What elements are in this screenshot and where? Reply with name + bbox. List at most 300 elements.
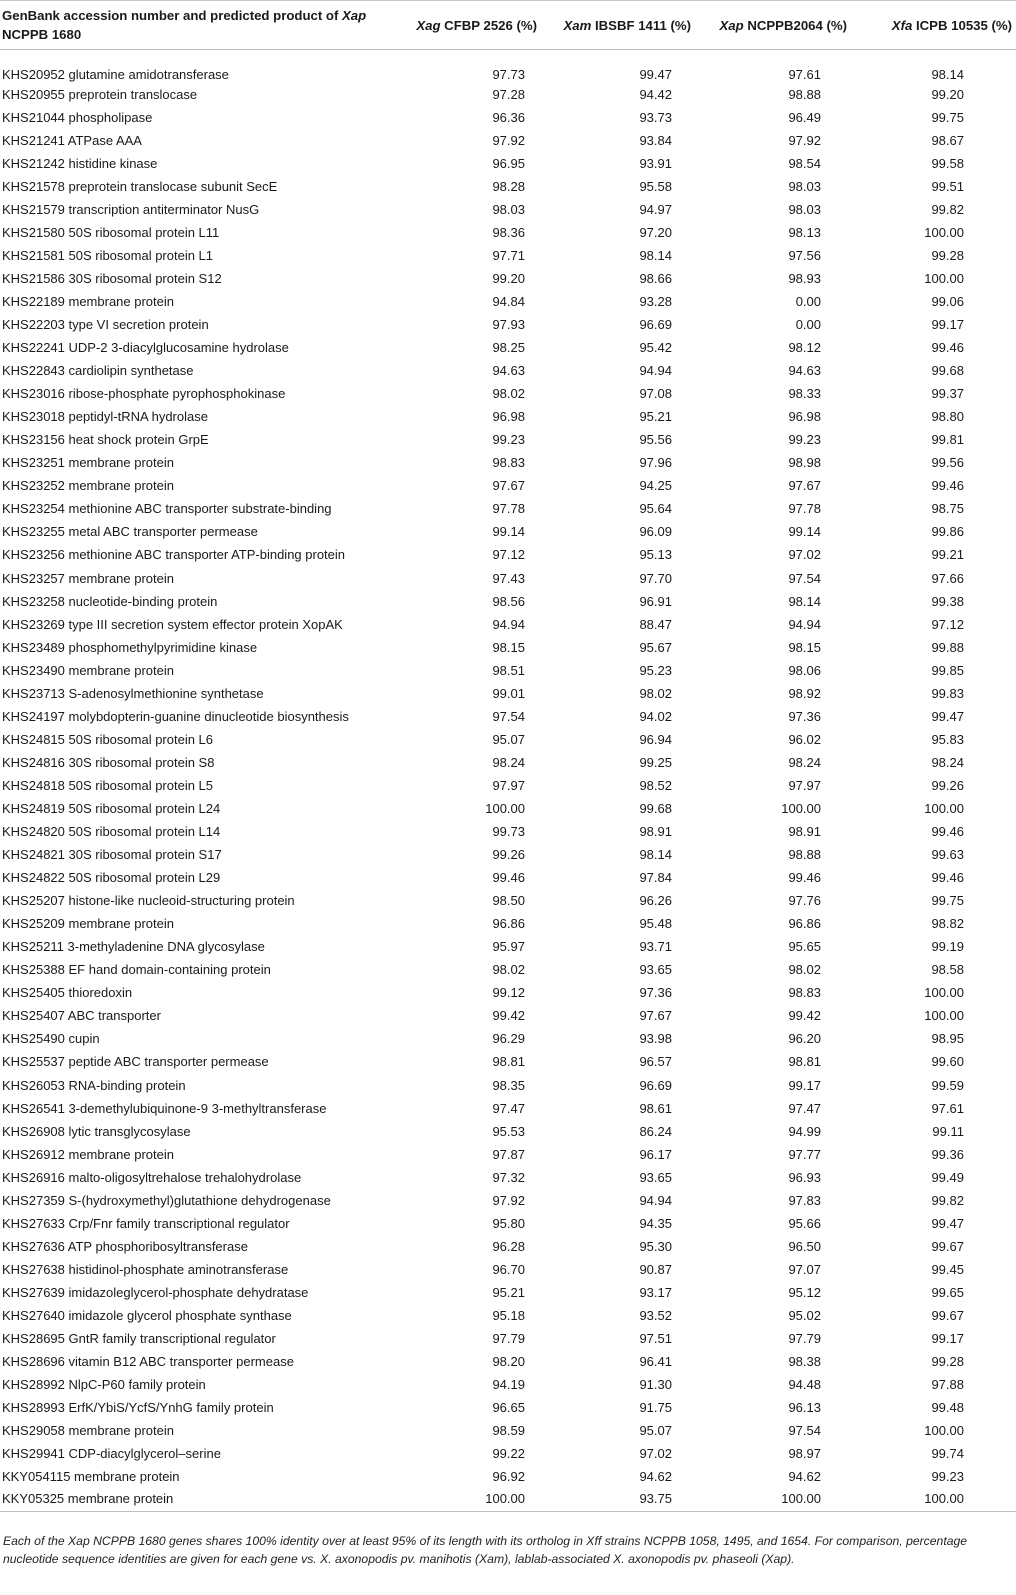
identity-xap-cell: 94.99 (788, 1123, 821, 1139)
table-row (0, 83, 1016, 106)
identity-xag-cell: 98.59 (492, 1423, 525, 1439)
identity-xam-cell: 90.87 (639, 1261, 672, 1277)
identity-xag-cell: 94.19 (492, 1377, 525, 1393)
identity-xfa-cell: 99.82 (931, 201, 964, 217)
header-gene-text: GenBank accession number and predicted product of (2, 8, 343, 23)
identity-xag-cell: 99.14 (492, 524, 525, 540)
table-row (0, 383, 1016, 406)
identity-xam-cell: 95.30 (639, 1238, 672, 1254)
identity-xag-cell: 97.71 (492, 247, 525, 263)
identity-xfa-cell: 99.48 (931, 1400, 964, 1416)
header-xfa-strain: ICPB 10535 (%) (912, 17, 1012, 33)
identity-xap-cell: 0.00 (795, 293, 821, 309)
identity-xag-cell: 96.29 (492, 1031, 525, 1047)
identity-xag-cell: 94.84 (492, 293, 525, 309)
identity-xag-cell: 99.46 (492, 870, 525, 886)
table-row (0, 313, 1016, 336)
identity-xfa-cell: 99.17 (931, 316, 964, 332)
identity-xap-cell: 97.54 (788, 570, 821, 586)
identity-xap-cell: 97.07 (788, 1261, 821, 1277)
identity-xfa-cell: 99.47 (931, 708, 964, 724)
gene-cell: KHS27633 Crp/Fnr family transcriptional regulator (2, 1215, 290, 1231)
identity-xam-cell: 94.94 (639, 1192, 672, 1208)
table-row (0, 1120, 1016, 1143)
table-footnote (3, 1532, 1011, 1568)
identity-xam-cell: 95.64 (639, 501, 672, 517)
gene-cell: KHS24816 30S ribosomal protein S8 (2, 754, 215, 770)
identity-xap-cell: 96.98 (788, 409, 821, 425)
identity-xfa-cell: 100.00 (865, 1489, 1016, 1512)
identity-xag-cell: 97.92 (492, 132, 525, 148)
identity-xam-cell: 98.61 (639, 1100, 672, 1116)
identity-xap-cell: 98.88 (788, 86, 821, 102)
table-row (0, 1166, 1016, 1189)
identity-xap-cell: 98.88 (788, 847, 821, 863)
identity-xap-cell: 98.15 (788, 639, 821, 655)
table-row (0, 1466, 1016, 1489)
identity-xag-cell: 98.81 (492, 1054, 525, 1070)
gene-cell: KHS27638 histidinol-phosphate aminotransferase (2, 1261, 289, 1277)
table-row (0, 1374, 1016, 1397)
gene-cell: KHS26053 RNA-binding protein (2, 1077, 186, 1093)
table-row (0, 1258, 1016, 1281)
identity-xap-cell: 97.83 (788, 1192, 821, 1208)
identity-xfa-cell: 99.38 (931, 593, 964, 609)
table-row (0, 1051, 1016, 1074)
identity-xfa-cell: 99.28 (931, 247, 964, 263)
table-row (0, 890, 1016, 913)
identity-xam-cell: 98.14 (639, 247, 672, 263)
gene-cell: KHS25388 EF hand domain-containing protein (2, 962, 271, 978)
identity-xap-cell: 0.00 (795, 316, 821, 332)
identity-xag-cell: 99.26 (492, 847, 525, 863)
identity-xag-cell: 98.50 (492, 893, 525, 909)
table-row (0, 290, 1016, 313)
identity-xam-cell: 99.68 (639, 800, 672, 816)
gene-cell: KHS22189 membrane protein (2, 293, 174, 309)
gene-cell: KHS28993 ErfK/YbiS/YcfS/YnhG family protein (2, 1400, 274, 1416)
gene-cell: KHS23016 ribose-phosphate pyrophosphokinase (2, 386, 286, 402)
gene-cell: KHS24822 50S ribosomal protein L29 (2, 870, 221, 886)
identity-xam-cell: 97.51 (639, 1331, 672, 1347)
gene-cell: KHS23251 membrane protein (2, 455, 174, 471)
table-row (0, 1235, 1016, 1258)
identity-xag-cell: 98.83 (492, 455, 525, 471)
identity-xam-cell: 96.69 (639, 1077, 672, 1093)
identity-xap-cell: 96.02 (788, 731, 821, 747)
identity-xap-cell: 96.20 (788, 1031, 821, 1047)
gene-cell: KHS21578 preprotein translocase subunit SecE (2, 178, 278, 194)
identity-xap-cell: 96.13 (788, 1400, 821, 1416)
identity-xag-cell: 99.12 (492, 985, 525, 1001)
identity-xap-cell: 97.79 (788, 1331, 821, 1347)
identity-xam-cell: 97.02 (639, 1446, 672, 1462)
table-body (0, 50, 1016, 1512)
identity-xap-cell: 97.56 (788, 247, 821, 263)
identity-xam-cell: 98.66 (639, 270, 672, 286)
table-row (0, 1304, 1016, 1327)
table-row (0, 1420, 1016, 1443)
gene-cell: KHS21580 50S ribosomal protein L11 (2, 224, 220, 240)
identity-xam-cell: 94.62 (639, 1469, 672, 1485)
table-header (0, 1, 1016, 50)
identity-xam-cell: 97.20 (639, 224, 672, 240)
identity-xag-cell: 95.07 (492, 731, 525, 747)
identity-xag-cell: 98.03 (492, 201, 525, 217)
identity-xap-cell: 99.17 (788, 1077, 821, 1093)
table-row (0, 429, 1016, 452)
table-row (0, 844, 1016, 867)
table-row (0, 1328, 1016, 1351)
identity-xap-cell: 96.49 (788, 109, 821, 125)
gene-cell: KHS21579 transcription antiterminator NusG (2, 201, 260, 217)
identity-xap-cell: 98.12 (788, 340, 821, 356)
gene-cell: KHS27639 imidazoleglycerol-phosphate dehydratase (2, 1284, 309, 1300)
identity-xfa-cell: 95.83 (931, 731, 964, 747)
identity-xap-cell: 97.97 (788, 777, 821, 793)
table-row (0, 175, 1016, 198)
identity-xag-cell: 99.01 (492, 685, 525, 701)
identity-xfa-cell: 98.80 (931, 409, 964, 425)
gene-cell: KHS25490 cupin (2, 1031, 100, 1047)
identity-xfa-cell: 99.46 (931, 340, 964, 356)
identity-xag-cell: 98.24 (492, 754, 525, 770)
identity-xfa-cell: 100.00 (924, 224, 964, 240)
gene-cell: KHS23156 heat shock protein GrpE (2, 432, 209, 448)
gene-cell: KHS27640 imidazole glycerol phosphate synthase (2, 1308, 292, 1323)
identity-xag-cell: 97.43 (492, 570, 525, 586)
table-row (0, 475, 1016, 498)
identity-xam-cell: 94.25 (639, 478, 672, 494)
identity-xag-cell: 96.65 (492, 1400, 525, 1416)
identity-xfa-cell: 99.86 (931, 524, 964, 540)
gene-cell: KHS23255 metal ABC transporter permease (2, 524, 258, 540)
gene-cell: KHS22843 cardiolipin synthetase (2, 363, 194, 379)
identity-xfa-cell: 99.23 (931, 1469, 964, 1485)
gene-cell: KHS29058 membrane protein (2, 1423, 174, 1439)
table-row (0, 360, 1016, 383)
identity-xam-cell: 93.71 (639, 939, 672, 955)
table-row (0, 936, 1016, 959)
table-row (0, 544, 1016, 567)
identity-xag-cell: 99.73 (492, 824, 525, 840)
header-xfa-species: Xfa (891, 17, 913, 33)
identity-xam-cell: 88.47 (639, 616, 672, 632)
identity-xag-cell: 97.93 (492, 316, 525, 332)
identity-xam-cell: 93.73 (639, 109, 672, 125)
identity-xam-cell: 96.17 (639, 1146, 672, 1162)
header-xap-strain: NCPPB2064 (%) (743, 17, 847, 33)
identity-xag-cell: 99.42 (492, 1008, 525, 1024)
table-row (0, 521, 1016, 544)
gene-cell: KHS22203 type VI secretion protein (2, 316, 209, 332)
identity-xam-cell: 94.35 (639, 1215, 672, 1231)
identity-xap-cell: 98.97 (788, 1446, 821, 1462)
identity-xap-cell: 98.91 (788, 824, 821, 840)
gene-cell: KHS28696 vitamin B12 ABC transporter permease (2, 1354, 294, 1370)
identity-xam-cell: 93.65 (639, 962, 672, 978)
gene-cell: KHS25207 histone-like nucleoid-structuring protein (2, 893, 295, 909)
identity-xam-cell: 95.56 (639, 432, 672, 448)
header-xam-species: Xam (563, 17, 592, 33)
identity-xag-cell: 96.36 (492, 109, 525, 125)
identity-xfa-cell: 99.59 (931, 1077, 964, 1093)
gene-cell: KHS23269 type III secretion system effector protein XopAK (2, 616, 343, 632)
identity-xap-cell: 95.12 (788, 1284, 821, 1300)
identity-xam-cell: 93.17 (639, 1284, 672, 1300)
identity-xag-cell: 96.92 (492, 1469, 525, 1485)
table-row (0, 221, 1016, 244)
identity-xap-cell: 98.02 (788, 962, 821, 978)
identity-xag-cell: 96.70 (492, 1261, 525, 1277)
identity-xag-cell: 96.98 (492, 409, 525, 425)
identity-xfa-cell: 97.61 (931, 1100, 964, 1116)
gene-cell: KHS28695 GntR family transcriptional regulator (2, 1331, 276, 1347)
identity-xam-cell: 96.09 (639, 524, 672, 540)
identity-xag-cell: 97.47 (492, 1100, 525, 1116)
identity-xfa-cell: 99.58 (931, 155, 964, 171)
identity-xap-cell: 98.24 (788, 754, 821, 770)
identity-xap-cell: 97.61 (788, 67, 821, 82)
header-xam (553, 1, 709, 50)
identity-xam-cell: 91.75 (639, 1400, 672, 1416)
identity-xfa-cell: 99.46 (931, 824, 964, 840)
identity-xam-cell: 96.26 (639, 893, 672, 909)
table-row (0, 244, 1016, 267)
identity-xam-cell: 97.08 (639, 386, 672, 402)
table-row (0, 50, 1016, 84)
identity-xam-cell: 96.69 (639, 316, 672, 332)
identity-xfa-cell: 99.65 (931, 1284, 964, 1300)
identity-xap-cell: 97.67 (788, 478, 821, 494)
identity-xfa-cell: 99.28 (931, 1354, 964, 1370)
identity-xfa-cell: 98.67 (931, 132, 964, 148)
gene-cell: KHS20952 glutamine amidotransferase (2, 67, 229, 82)
identity-xfa-cell: 99.46 (931, 478, 964, 494)
table-row (0, 959, 1016, 982)
identity-xfa-cell: 99.75 (931, 893, 964, 909)
table-row (0, 913, 1016, 936)
identity-xap-cell: 97.54 (788, 1423, 821, 1439)
identity-xag-cell: 97.92 (492, 1192, 525, 1208)
header-xam-strain: IBSBF 1411 (%) (591, 17, 691, 33)
header-xag-strain: CFBP 2526 (%) (440, 17, 537, 33)
gene-cell: KHS22241 UDP-2 3-diacylglucosamine hydrolase (2, 340, 289, 356)
identity-xap-cell: 98.83 (788, 985, 821, 1001)
gene-cell: KHS26912 membrane protein (2, 1146, 174, 1162)
gene-cell: KHS23490 membrane protein (2, 662, 174, 678)
table-row (0, 1074, 1016, 1097)
gene-cell: KHS24821 30S ribosomal protein S17 (2, 847, 222, 863)
identity-xfa-cell: 99.75 (931, 109, 964, 125)
identity-xap-cell: 98.93 (788, 270, 821, 286)
identity-xfa-cell: 100.00 (924, 1423, 964, 1439)
identity-xfa-cell: 100.00 (924, 1008, 964, 1024)
identity-xfa-cell: 100.00 (924, 800, 964, 816)
header-gene-strain: NCPPB 1680 (2, 27, 82, 42)
gene-cell: KHS23254 methionine ABC transporter substrate-binding (2, 501, 332, 517)
table-row (0, 106, 1016, 129)
identity-xap-cell: 95.66 (788, 1215, 821, 1231)
gene-cell: KHS21241 ATPase AAA (2, 132, 142, 148)
table-row (0, 452, 1016, 475)
identity-xag-cell: 95.80 (492, 1215, 525, 1231)
table-row (0, 728, 1016, 751)
gene-cell: KHS27636 ATP phosphoribosyltransferase (2, 1238, 248, 1254)
identity-xfa-cell: 99.46 (931, 870, 964, 886)
identity-xam-cell: 99.47 (639, 67, 672, 82)
identity-xap-cell: 94.94 (788, 616, 821, 632)
identity-xfa-cell: 99.82 (931, 1192, 964, 1208)
identity-xfa-cell: 99.68 (931, 363, 964, 379)
identity-xam-cell: 93.75 (553, 1489, 709, 1512)
gene-cell: KHS21044 phospholipase (2, 109, 153, 125)
identity-xam-cell: 91.30 (639, 1377, 672, 1393)
identity-xam-cell: 93.28 (639, 293, 672, 309)
identity-xfa-cell: 99.60 (931, 1054, 964, 1070)
table-row (0, 1443, 1016, 1466)
gene-cell: KHS25405 thioredoxin (2, 985, 133, 1001)
identity-xfa-cell: 97.88 (931, 1377, 964, 1393)
header-row (0, 1, 1016, 50)
table-row (0, 1489, 1016, 1512)
identity-xag-cell: 99.23 (492, 432, 525, 448)
table-row (0, 1028, 1016, 1051)
table-row (0, 797, 1016, 820)
identity-xam-cell: 95.23 (639, 662, 672, 678)
identity-xag-cell: 98.28 (492, 178, 525, 194)
identity-xam-cell: 93.98 (639, 1031, 672, 1047)
identity-xam-cell: 93.84 (639, 132, 672, 148)
identity-xag-cell: 97.73 (492, 67, 525, 82)
identity-xfa-cell: 98.95 (931, 1031, 964, 1047)
identity-xag-cell: 97.79 (492, 1331, 525, 1347)
gene-cell: KHS20955 preprotein translocase (2, 86, 198, 102)
identity-xfa-cell: 97.66 (931, 570, 964, 586)
identity-xfa-cell: 99.11 (932, 1123, 964, 1139)
identity-xag-cell: 98.36 (492, 224, 525, 240)
gene-cell: KHS28992 NlpC-P60 family protein (2, 1377, 206, 1393)
table-row (0, 1351, 1016, 1374)
identity-xfa-cell: 99.83 (931, 685, 964, 701)
identity-xfa-cell: 99.26 (931, 777, 964, 793)
table-row (0, 406, 1016, 429)
identity-xam-cell: 94.02 (639, 708, 672, 724)
table-row (0, 267, 1016, 290)
identity-xam-cell: 98.02 (639, 685, 672, 701)
footnote-line-2: nucleotide sequence identities are given for each gene vs. X. axonopodis pv. manihotis (Xam), lablab-associated X. axonopodis pv. phaseoli (Xap). (3, 1552, 795, 1566)
identity-xap-cell: 97.02 (788, 547, 821, 563)
identity-xam-cell: 96.91 (639, 593, 672, 609)
identity-xap-cell: 98.14 (788, 593, 821, 609)
gene-cell: KKY054115 membrane protein (2, 1469, 180, 1485)
gene-cell: KHS25211 3-methyladenine DNA glycosylase (2, 939, 265, 955)
identity-xag-cell: 95.97 (492, 939, 525, 955)
header-xap-species: Xap (719, 17, 744, 33)
identity-xag-cell: 95.21 (492, 1284, 525, 1300)
identity-xfa-cell: 99.17 (931, 1331, 964, 1347)
header-gene-column (0, 1, 412, 50)
identity-xap-cell: 99.42 (788, 1008, 821, 1024)
identity-xap-cell: 98.81 (788, 1054, 821, 1070)
identity-xag-cell: 98.25 (492, 340, 525, 356)
table-row (0, 982, 1016, 1005)
identity-xfa-cell: 99.51 (931, 178, 964, 194)
identity-xag-cell: 97.28 (492, 86, 525, 102)
gene-cell: KHS25407 ABC transporter (2, 1008, 161, 1024)
identity-xfa-cell: 100.00 (924, 985, 964, 1001)
identity-xag-cell: 99.22 (492, 1446, 525, 1462)
identity-xam-cell: 95.21 (639, 409, 672, 425)
gene-cell: KHS23713 S-adenosylmethionine synthetase (2, 685, 264, 701)
header-xag (412, 1, 553, 50)
identity-xap-cell: 100.00 (781, 800, 821, 816)
identity-xfa-cell: 99.74 (931, 1446, 964, 1462)
gene-cell: KHS26541 3-demethylubiquinone-9 3-methyltransferase (2, 1100, 327, 1116)
table-row (0, 1397, 1016, 1420)
gene-cell: KHS26908 lytic transglycosylase (2, 1123, 191, 1139)
identity-xam-cell: 97.84 (639, 870, 672, 886)
identity-xap-cell: 94.62 (788, 1469, 821, 1485)
identity-xam-cell: 95.07 (639, 1423, 672, 1439)
identity-xfa-cell: 98.58 (931, 962, 964, 978)
table-row (0, 705, 1016, 728)
table-row (0, 1005, 1016, 1028)
identity-xfa-cell: 99.49 (931, 1169, 964, 1185)
gene-cell: KHS23018 peptidyl-tRNA hydrolase (2, 409, 208, 425)
gene-cell: KHS23256 methionine ABC transporter ATP-binding protein (2, 547, 346, 563)
identity-xam-cell: 93.52 (639, 1308, 672, 1323)
table-row (0, 129, 1016, 152)
identity-xam-cell: 94.94 (639, 363, 672, 379)
identity-xfa-cell: 99.56 (931, 455, 964, 471)
identity-xam-cell: 93.91 (639, 155, 672, 171)
identity-xap-cell: 98.06 (788, 662, 821, 678)
identity-xag-cell: 98.35 (492, 1077, 525, 1093)
identity-xfa-cell: 98.24 (931, 754, 964, 770)
identity-xag-cell: 100.00 (412, 1489, 553, 1512)
identity-xag-cell: 98.51 (492, 662, 525, 678)
identity-xam-cell: 97.67 (639, 1008, 672, 1024)
identity-xap-cell: 94.48 (788, 1377, 821, 1393)
gene-cell: KHS23257 membrane protein (2, 570, 174, 586)
identity-xfa-cell: 99.88 (931, 639, 964, 655)
identity-xfa-cell: 98.14 (931, 67, 964, 82)
gene-cell: KHS24815 50S ribosomal protein L6 (2, 731, 214, 747)
gene-cell: KHS29941 CDP-diacylglycerol–serine (2, 1446, 221, 1462)
identity-xam-cell: 95.67 (639, 639, 672, 655)
gene-cell: KHS23489 phosphomethylpyrimidine kinase (2, 639, 258, 655)
identity-xam-cell: 95.48 (639, 916, 672, 932)
identity-xfa-cell: 97.12 (931, 616, 964, 632)
gene-cell: KHS21242 histidine kinase (2, 155, 158, 171)
header-xfa (865, 1, 1016, 50)
gene-cell: KHS25537 peptide ABC transporter permease (2, 1054, 269, 1070)
table-row (0, 198, 1016, 221)
identity-xfa-cell: 99.85 (931, 662, 964, 678)
identity-xam-cell: 97.96 (639, 455, 672, 471)
table-row (0, 337, 1016, 360)
gene-cell: KHS24819 50S ribosomal protein L24 (2, 800, 221, 816)
identity-xfa-cell: 99.37 (931, 386, 964, 402)
identity-xfa-cell: 100.00 (924, 270, 964, 286)
identity-xap-cell: 96.50 (788, 1238, 821, 1254)
identity-xfa-cell: 99.45 (931, 1261, 964, 1277)
table-row (0, 636, 1016, 659)
identity-xap-cell: 94.63 (788, 363, 821, 379)
identity-xfa-cell: 99.63 (931, 847, 964, 863)
identity-xam-cell: 98.91 (639, 824, 672, 840)
